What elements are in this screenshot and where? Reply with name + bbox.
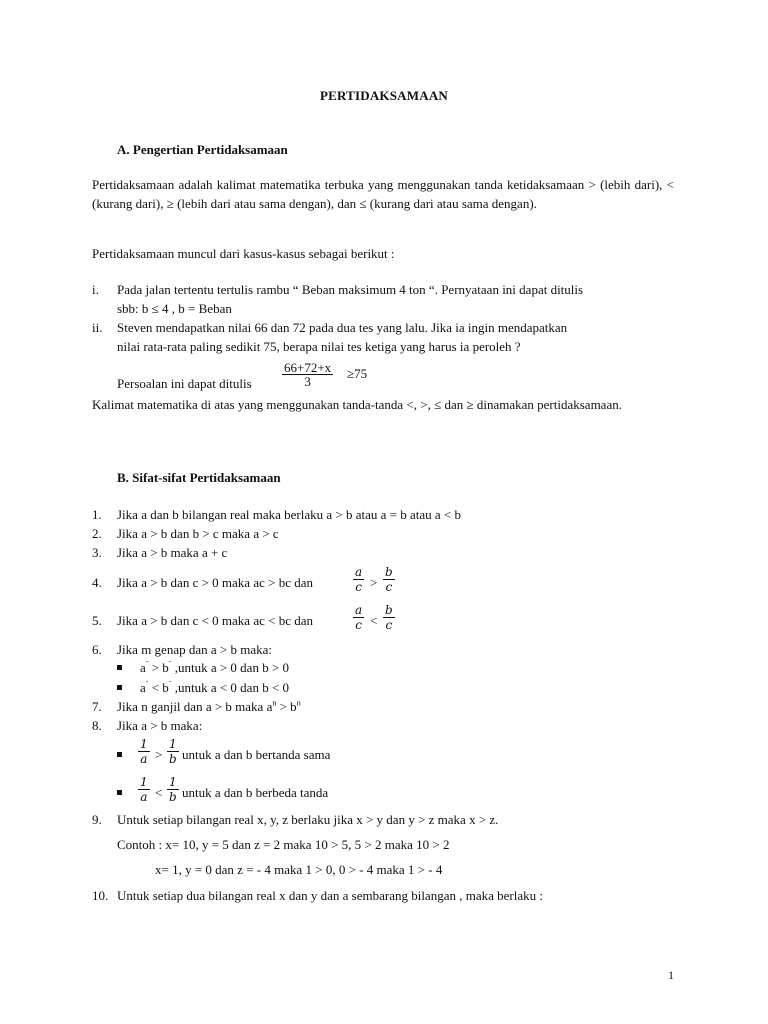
item5-relation: < [370, 613, 378, 628]
case-ii-line-3: Persoalan ini dapat ditulis [117, 376, 252, 391]
cases-intro: Pertidaksamaan muncul dari kasus-kasus sebagai berikut : [92, 246, 395, 261]
fraction-1-over-a [138, 776, 150, 804]
page-number: 1 [668, 968, 674, 982]
item-number: 6. [92, 642, 102, 657]
fraction-a-over-c [353, 604, 364, 632]
definition-paragraph: Pertidaksamaan adalah kalimat matematika terbuka yang menggunakan tanda ketidaksamaan > (lebih dari), < (kurang dari), ≥ (lebih dari atau sama dengan), dan ≤ (kurang dari atau sama dengan). [92, 177, 674, 211]
item-text: Jika m genap dan a > b maka: [117, 642, 272, 657]
bullet-marker [117, 790, 122, 795]
item-text: > b [276, 699, 297, 714]
sub-text: ,untuk a < 0 dan b < 0 [171, 680, 290, 695]
superscript: ˉ [145, 679, 149, 689]
item-text: Jika a > b dan b > c maka a > c [117, 526, 279, 541]
fraction-b-over-c [383, 566, 395, 594]
sub-item-6a [140, 660, 289, 676]
sub8a-text: untuk a dan b bertanda sama [182, 747, 331, 762]
average-fraction [282, 361, 333, 389]
item-number: 10. [92, 888, 109, 903]
item-number: 8. [92, 718, 102, 733]
bullet-marker [117, 752, 122, 757]
fraction-b-over-c [383, 604, 395, 632]
sub-text: a [140, 680, 146, 695]
sub-text: ,untuk a > 0 dan b > 0 [171, 660, 290, 675]
item-number: 2. [92, 526, 102, 541]
section-b-heading: B. Sifat-sifat Pertidaksamaan [117, 470, 281, 485]
fraction-denominator: c [385, 580, 393, 594]
fraction-denominator: a [140, 752, 148, 766]
item-text: Jika a > b dan c < 0 maka ac < bc dan [117, 613, 313, 628]
case-i-number: i. [92, 282, 99, 297]
fraction-numerator: 1 [140, 737, 148, 751]
formula-relation: ≥75 [347, 366, 368, 381]
item-text: Jika a dan b bilangan real maka berlaku a > b atau a = b atau a < b [117, 507, 461, 522]
section-a-heading: A. Pengertian Pertidaksamaan [117, 142, 288, 157]
fraction-denominator: 3 [304, 374, 311, 389]
fraction-numerator: a [355, 565, 363, 579]
sub-item-6b [140, 680, 289, 696]
item-text-7 [117, 699, 301, 715]
fraction-denominator: c [355, 580, 362, 594]
bullet-marker [117, 685, 122, 690]
fraction-numerator: 1 [169, 737, 177, 751]
superscript: ˉ [168, 659, 172, 669]
fraction-numerator: b [385, 565, 393, 579]
fraction-a-over-c [353, 566, 364, 594]
superscript: n [296, 698, 301, 708]
fraction-denominator: b [168, 752, 177, 766]
case-ii-line-1: Steven mendapatkan nilai 66 dan 72 pada dua tes yang lalu. Jika ia ingin mendapatkan [117, 320, 568, 335]
item-number: 4. [92, 575, 102, 590]
fraction-numerator: 1 [169, 775, 177, 789]
example-1: Contoh : x= 10, y = 5 dan z = 2 maka 10 > 5, 5 > 2 maka 10 > 2 [117, 837, 450, 852]
item-text: Jika a > b maka a + c [117, 545, 228, 560]
fraction-denominator: c [385, 618, 393, 632]
superscript: ˉ [145, 659, 149, 669]
item-number: 3. [92, 545, 102, 560]
page-title: PERTIDAKSAMAAN [319, 88, 448, 103]
item-number: 9. [92, 812, 102, 827]
item-text: Jika a > b dan c > 0 maka ac > bc dan [117, 575, 313, 590]
item-text: Jika n ganjil dan a > b maka a [117, 699, 273, 714]
fraction-numerator: b [385, 603, 393, 617]
case-i-line-1: Pada jalan tertentu tertulis rambu “ Beban maksimum 4 ton “. Pernyataan ini dapat ditulis [117, 282, 584, 297]
item-text: Untuk setiap dua bilangan real x dan y dan a sembarang bilangan , maka berlaku : [117, 888, 543, 903]
sub8b-text: untuk a dan b berbeda tanda [182, 785, 329, 800]
item-number: 1. [92, 507, 102, 522]
fraction-1-over-b [167, 738, 179, 766]
case-ii-line-2: nilai rata-rata paling sedikit 75, berapa nilai tes ketiga yang harus ia peroleh ? [117, 339, 521, 354]
item-text: Jika a > b maka: [117, 718, 203, 733]
item-text: Untuk setiap bilangan real x, y, z berlaku jika x > y dan y > z maka x > z. [117, 812, 499, 827]
sub-text: a [140, 660, 146, 675]
fraction-1-over-b [167, 776, 179, 804]
item-number: 7. [92, 699, 102, 714]
sub8b-relation: < [155, 785, 163, 800]
fraction-numerator: 1 [140, 775, 148, 789]
sub-text: > b [148, 660, 169, 675]
fraction-denominator: a [140, 790, 148, 804]
fraction-denominator: c [355, 618, 362, 632]
sub-text: < b [148, 680, 169, 695]
fraction-numerator: 66+72+x [284, 360, 332, 375]
sub8a-relation: > [155, 747, 163, 762]
bullet-marker [117, 665, 122, 670]
case-ii-number: ii. [92, 320, 103, 335]
item-number: 5. [92, 613, 102, 628]
item4-relation: > [370, 575, 378, 590]
fraction-denominator: b [168, 790, 177, 804]
conclusion-paragraph: Kalimat matematika di atas yang menggunakan tanda-tanda <, >, ≤ dan ≥ dinamakan pertidaksamaan. [92, 397, 622, 412]
example-2: x= 1, y = 0 dan z = - 4 maka 1 > 0, 0 > - 4 maka 1 > - 4 [155, 862, 443, 877]
fraction-numerator: a [355, 603, 363, 617]
case-i-line-2: sbb: b ≤ 4 , b = Beban [117, 301, 232, 316]
fraction-1-over-a [138, 738, 150, 766]
superscript: ˉ [168, 679, 172, 689]
superscript: n [272, 698, 277, 708]
